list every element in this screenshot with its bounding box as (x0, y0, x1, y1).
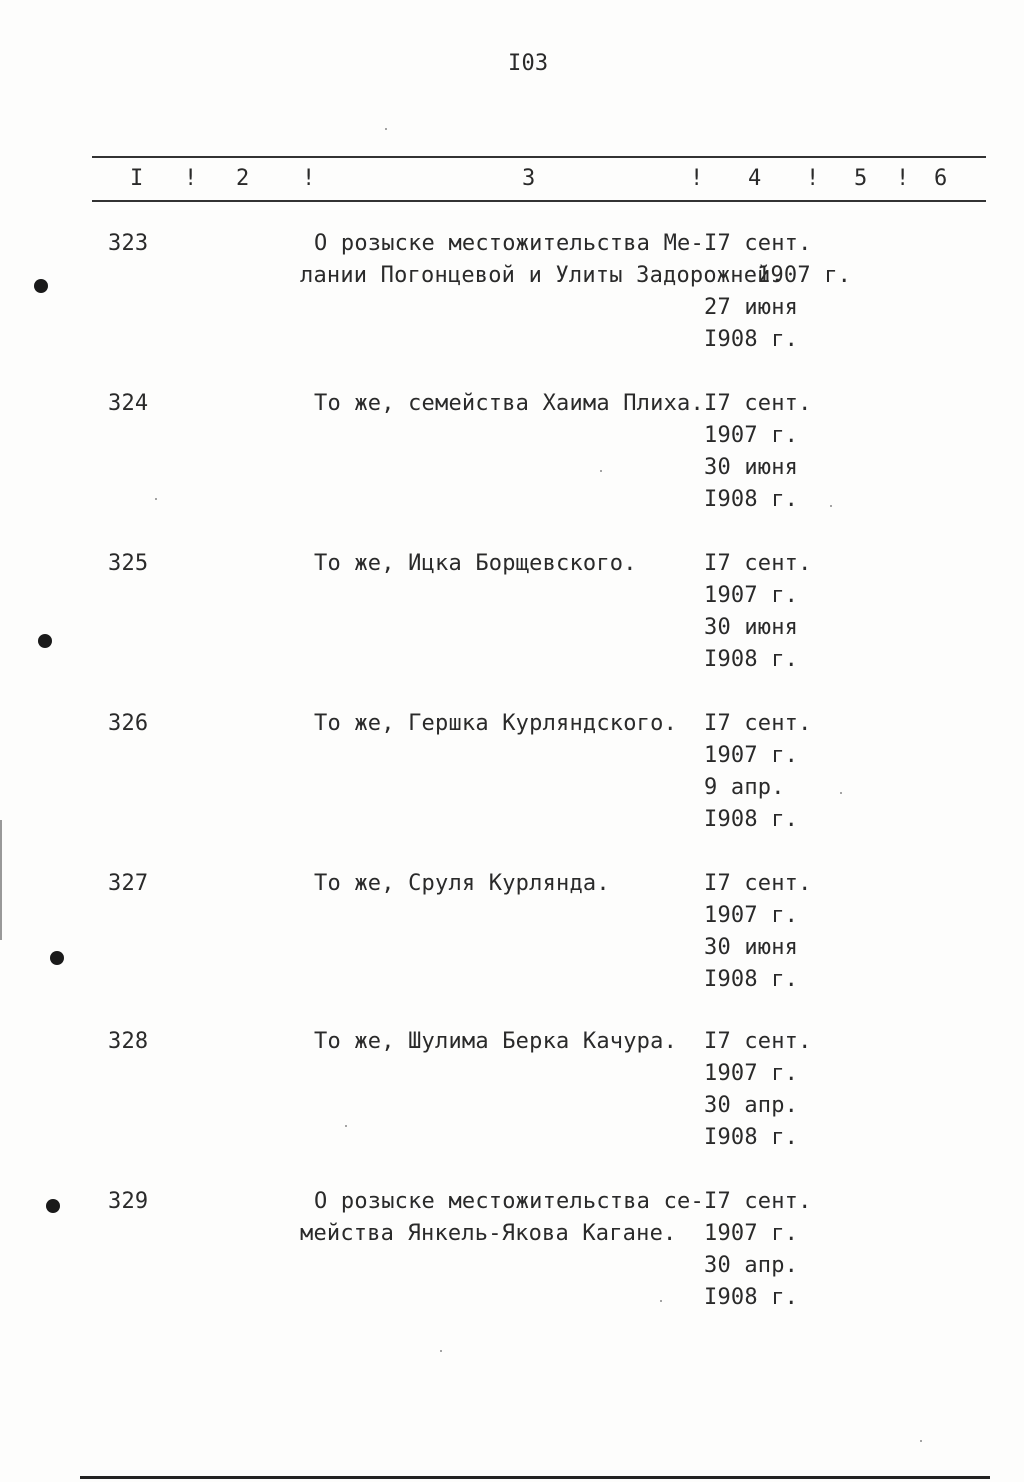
entry-date-line: 30 апр. (704, 1253, 799, 1278)
header-separator: ! (806, 166, 820, 191)
entry-date-line: I7 сент. (704, 391, 812, 416)
header-col-4: 4 (748, 166, 762, 191)
entry-date-line: 1907 г. (757, 263, 852, 288)
scan-speck (660, 1300, 662, 1302)
entry-date-line: I908 г. (704, 327, 799, 352)
scan-speck (385, 128, 387, 130)
scan-speck (345, 1125, 347, 1127)
binding-hole-mark (34, 279, 48, 293)
entry-date-line: 1907 г. (704, 1061, 799, 1086)
entry-description-line: мейства Янкель-Якова Кагане. (300, 1221, 677, 1246)
entry-date-line: 9 апр. (704, 775, 785, 800)
entry-date-line: 1907 г. (704, 1221, 799, 1246)
header-separator: ! (302, 166, 316, 191)
entry-number: 329 (108, 1189, 149, 1214)
header-col-3: 3 (522, 166, 536, 191)
entry-date-line: I908 г. (704, 1285, 799, 1310)
scan-speck (920, 1440, 922, 1442)
entry-description-line: То же, Гершка Курляндского. (314, 711, 678, 736)
entry-description-line: О розыске местожительства се- (314, 1189, 704, 1214)
entry-date-line: 30 июня (704, 455, 799, 480)
page-number: I03 (508, 51, 549, 76)
entry-date-line: I7 сент. (704, 871, 812, 896)
entry-description-line: лании Погонцевой и Улиты Задорожней. (300, 263, 785, 288)
table-top-rule (92, 156, 986, 158)
scan-speck (840, 792, 842, 794)
entry-description-line: То же, Ицка Борщевского. (314, 551, 637, 576)
header-col-2: 2 (236, 166, 250, 191)
scan-speck (830, 505, 832, 507)
header-col-6: 6 (934, 166, 948, 191)
header-separator: ! (896, 166, 910, 191)
entry-date-line: I7 сент. (704, 551, 812, 576)
table-header-rule (92, 200, 986, 202)
entry-description-line: То же, Шулима Берка Качура. (314, 1029, 678, 1054)
entry-date-line: I908 г. (704, 647, 799, 672)
entry-date-line: I908 г. (704, 1125, 799, 1150)
entry-date-line: I908 г. (704, 967, 799, 992)
entry-date-line: I7 сент. (704, 1189, 812, 1214)
scan-speck (440, 1350, 442, 1352)
entry-date-line: 27 июня (704, 295, 799, 320)
binding-hole-mark (50, 951, 64, 965)
entry-number: 323 (108, 231, 149, 256)
header-col-1: I (130, 166, 144, 191)
binding-hole-mark (38, 634, 52, 648)
header-col-5: 5 (854, 166, 868, 191)
entry-date-line: 30 апр. (704, 1093, 799, 1118)
entry-date-line: 1907 г. (704, 743, 799, 768)
entry-description-line: То же, семейства Хаима Плиха. (314, 391, 704, 416)
entry-number: 328 (108, 1029, 149, 1054)
entry-date-line: 1907 г. (704, 903, 799, 928)
entry-description-line: О розыске местожительства Ме- (314, 231, 704, 256)
entry-description-line: То же, Сруля Курлянда. (314, 871, 610, 896)
entry-date-line: 30 июня (704, 935, 799, 960)
entry-number: 325 (108, 551, 149, 576)
entry-date-line: I7 сент. (704, 231, 812, 256)
scan-speck (155, 498, 157, 500)
page-bottom-edge (80, 1476, 990, 1479)
entry-date-line: I908 г. (704, 487, 799, 512)
entry-date-line: 1907 г. (704, 583, 799, 608)
entry-date-line: I908 г. (704, 807, 799, 832)
entry-number: 327 (108, 871, 149, 896)
entry-number: 324 (108, 391, 149, 416)
binding-hole-mark (46, 1199, 60, 1213)
scan-edge-mark (0, 820, 2, 940)
header-separator: ! (184, 166, 198, 191)
entry-number: 326 (108, 711, 149, 736)
header-separator: ! (690, 166, 704, 191)
entry-date-line: I7 сент. (704, 711, 812, 736)
entry-date-line: 1907 г. (704, 423, 799, 448)
entry-date-line: 30 июня (704, 615, 799, 640)
scan-speck (600, 470, 602, 472)
entry-date-line: I7 сент. (704, 1029, 812, 1054)
